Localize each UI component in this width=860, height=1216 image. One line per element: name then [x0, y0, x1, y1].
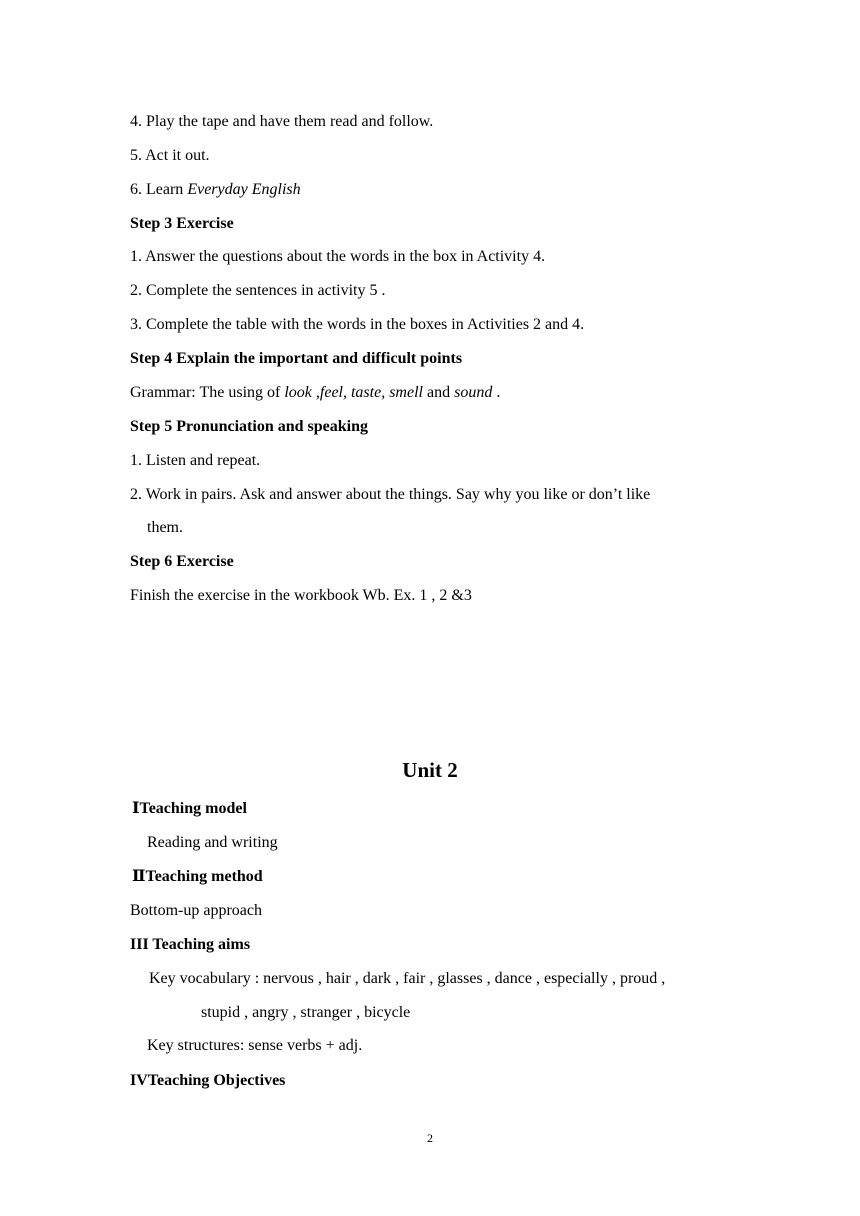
key-structures: Key structures: sense verbs + adj. — [147, 1037, 363, 1054]
step3-heading: Step 3 Exercise — [130, 215, 234, 232]
section-2-heading — [132, 867, 263, 887]
step-item-4: 4. Play the tape and have them read and follow. — [130, 113, 434, 130]
sense-verbs-italic: look ,feel, taste, smell — [284, 384, 423, 401]
grammar-suffix: . — [492, 384, 501, 401]
section-1-heading-text: Teaching model — [139, 800, 247, 817]
key-vocabulary-line-1: Key vocabulary : nervous , hair , dark , fair , glasses , dance , especially , proud , — [149, 970, 666, 987]
step3-item-3: 3. Complete the table with the words in the boxes in Activities 2 and 4. — [130, 316, 585, 333]
step4-heading: Step 4 Explain the important and difficult points — [130, 350, 463, 367]
key-vocabulary-line-2: stupid , angry , stranger , bicycle — [201, 1004, 411, 1021]
section-1-text: Reading and writing — [147, 834, 278, 851]
section-4-heading: IVTeaching Objectives — [130, 1072, 286, 1089]
step5-heading: Step 5 Pronunciation and speaking — [130, 418, 368, 435]
step5-item-2-continuation: them. — [147, 519, 183, 536]
grammar-prefix: Grammar: The using of — [130, 384, 285, 401]
step5-item-2: 2. Work in pairs. Ask and answer about the things. Say why you like or don’t like — [130, 486, 651, 503]
step-item-6 — [130, 180, 301, 200]
sound-italic: sound — [454, 384, 493, 401]
roman-numeral-2: Ⅱ — [132, 868, 146, 885]
everyday-english-italic: Everyday English — [187, 181, 301, 198]
section-3-heading: III Teaching aims — [130, 936, 251, 953]
grammar-line — [130, 383, 500, 403]
step-item-6-text: 6. Learn — [130, 181, 188, 198]
step6-text: Finish the exercise in the workbook Wb. Ex. 1 , 2 &3 — [130, 587, 472, 604]
section-2-text: Bottom-up approach — [130, 902, 262, 919]
step3-item-2: 2. Complete the sentences in activity 5 . — [130, 282, 386, 299]
unit-title: Unit 2 — [402, 758, 458, 782]
roman-numeral-1: Ⅰ — [132, 800, 140, 817]
section-2-heading-text: Teaching method — [145, 868, 263, 885]
grammar-and: and — [422, 384, 455, 401]
step-item-5: 5. Act it out. — [130, 147, 210, 164]
page-number: 2 — [427, 1131, 433, 1145]
step5-item-1: 1. Listen and repeat. — [130, 452, 261, 469]
section-1-heading — [132, 799, 247, 819]
step6-heading: Step 6 Exercise — [130, 553, 234, 570]
step3-item-1: 1. Answer the questions about the words in the box in Activity 4. — [130, 248, 546, 265]
